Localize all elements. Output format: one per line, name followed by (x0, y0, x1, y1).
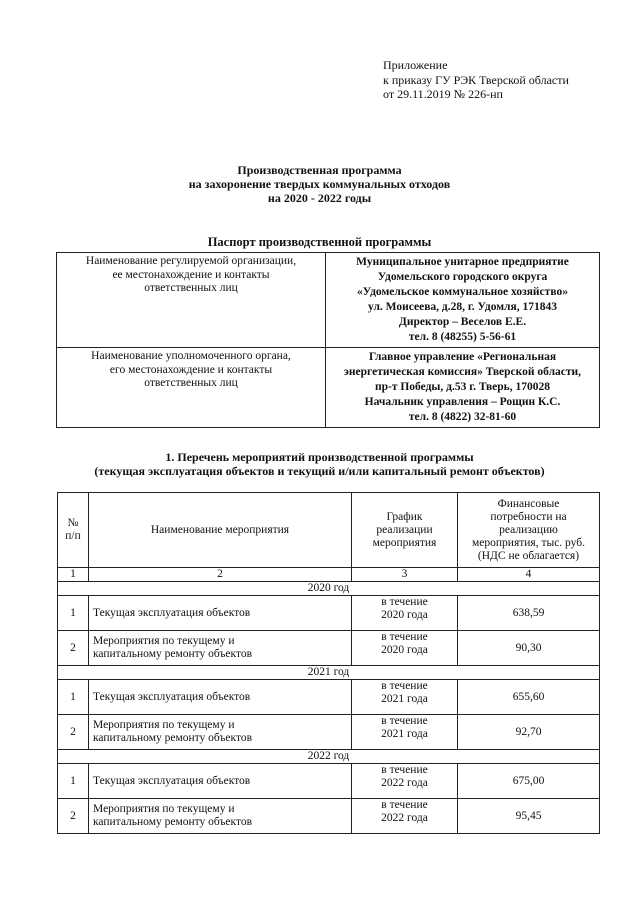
row-num: 1 (58, 680, 89, 715)
text-line: 2022 года (381, 777, 428, 789)
section-subtitle: (текущая эксплуатация объектов и текущий и/или капитальный ремонт объектов) (94, 464, 545, 478)
text-line: в течение (381, 764, 428, 776)
text-line: Мероприятия по текущему и (93, 803, 235, 815)
appendix-line: от 29.11.2019 № 226-нп (383, 87, 503, 101)
text-line: тел. 8 (4822) 32-81-60 (408, 411, 517, 423)
text-line: ответственных лиц (144, 282, 238, 294)
text-line: в течение (381, 631, 428, 643)
passport-label (57, 348, 326, 428)
text-line: Текущая эксплуатация объектов (93, 774, 251, 787)
title-line: Производственная программа (237, 163, 402, 177)
text-line: № (67, 517, 79, 529)
title-line: на захоронение твердых коммунальных отходов (188, 177, 451, 191)
table-row (58, 715, 600, 750)
row-schedule (352, 799, 458, 834)
row-num: 2 (58, 631, 89, 666)
passport-label (57, 253, 326, 348)
text-line: Наименование уполномоченного органа, (91, 350, 291, 362)
appendix-note (383, 58, 569, 102)
text-line: энергетическая комиссия» Тверской области, (343, 366, 582, 378)
passport-table (56, 252, 600, 428)
section-heading (0, 450, 639, 478)
table-header-row (58, 493, 600, 568)
row-name (89, 631, 352, 666)
text-line: 2020 года (381, 609, 428, 621)
text-line: Текущая эксплуатация объектов (93, 690, 251, 703)
text-line: его местонахождение и контакты (109, 363, 273, 376)
table-row (58, 631, 600, 666)
passport-row (57, 253, 600, 348)
text-line: тел. 8 (48255) 5-56-61 (408, 331, 517, 343)
row-amount: 675,00 (458, 764, 600, 799)
activities-table (57, 492, 600, 834)
header-name (89, 493, 352, 568)
text-line: Наименование мероприятия (150, 523, 290, 536)
text-line: пр-т Победы, д.53 г. Тверь, 170028 (374, 381, 551, 393)
year-row (58, 666, 600, 680)
row-schedule (352, 631, 458, 666)
year-label: 2022 год (58, 750, 600, 764)
row-name (89, 596, 352, 631)
row-name (89, 764, 352, 799)
row-amount: 95,45 (458, 799, 600, 834)
row-amount: 655,60 (458, 680, 600, 715)
header-schedule (352, 493, 458, 568)
text-line: ул. Моисеева, д.28, г. Удомля, 171843 (368, 301, 557, 313)
row-num: 2 (58, 799, 89, 834)
text-line: ответственных лиц (144, 377, 238, 389)
text-line: 2021 года (381, 693, 428, 705)
text-line: График (386, 510, 423, 523)
row-schedule (352, 715, 458, 750)
text-line: в течение (381, 596, 428, 608)
table-row (58, 799, 600, 834)
passport-row (57, 348, 600, 428)
text-line: п/п (65, 530, 81, 542)
text-line: реализацию (499, 523, 558, 536)
row-amount: 638,59 (458, 596, 600, 631)
text-line: капитальному ремонту объектов (93, 816, 253, 828)
table-row (58, 764, 600, 799)
text-line: реализации (376, 523, 433, 536)
row-schedule (352, 680, 458, 715)
appendix-line: Приложение (383, 58, 448, 72)
text-line: капитальному ремонту объектов (93, 732, 253, 744)
text-line: Финансовые (497, 497, 560, 510)
text-line: ее местонахождение и контакты (112, 268, 270, 281)
text-line: мероприятия (372, 536, 437, 549)
passport-heading: Паспорт производственной программы (207, 235, 432, 249)
header-num (58, 493, 89, 568)
text-line: Муниципальное унитарное предприятие (356, 256, 569, 268)
document-title (0, 163, 639, 205)
text-line: 2020 года (381, 644, 428, 656)
year-row (58, 582, 600, 596)
year-label: 2021 год (58, 666, 600, 680)
text-line: Главное управление «Региональная (368, 351, 557, 363)
row-num: 2 (58, 715, 89, 750)
column-number: 3 (352, 568, 458, 582)
row-name (89, 799, 352, 834)
text-line: Мероприятия по текущему и (93, 719, 235, 731)
text-line: мероприятия, тыс. руб. (472, 536, 585, 549)
text-line: 2021 года (381, 728, 428, 740)
column-number: 1 (58, 568, 89, 582)
table-row (58, 596, 600, 631)
text-line: в течение (381, 680, 428, 692)
text-line: Начальник управления – Рощин К.С. (364, 396, 561, 408)
text-line: Директор – Веселов Е.Е. (398, 316, 527, 328)
section-title: 1. Перечень мероприятий производственной программы (165, 450, 474, 464)
text-line: Наименование регулируемой организации, (85, 255, 297, 267)
row-amount: 90,30 (458, 631, 600, 666)
text-line: 2022 года (381, 812, 428, 824)
row-schedule (352, 764, 458, 799)
row-amount: 92,70 (458, 715, 600, 750)
row-schedule (352, 596, 458, 631)
text-line: «Удомельское коммунальное хозяйство» (357, 286, 568, 298)
text-line: капитальному ремонту объектов (93, 648, 253, 660)
year-label: 2020 год (58, 582, 600, 596)
text-line: (НДС не облагается) (477, 549, 580, 562)
column-number: 4 (458, 568, 600, 582)
header-finance (458, 493, 600, 568)
table-row (58, 680, 600, 715)
appendix-line: к приказу ГУ РЭК Тверской области (383, 72, 569, 87)
column-number: 2 (89, 568, 352, 582)
title-line: на 2020 - 2022 годы (267, 191, 372, 205)
column-numbers-row (58, 568, 600, 582)
text-line: Удомельского городского округа (377, 271, 548, 283)
year-row (58, 750, 600, 764)
row-name (89, 680, 352, 715)
text-line: Мероприятия по текущему и (93, 635, 235, 647)
row-name (89, 715, 352, 750)
row-num: 1 (58, 764, 89, 799)
text-line: в течение (381, 715, 428, 727)
text-line: Текущая эксплуатация объектов (93, 606, 251, 619)
passport-value (326, 253, 600, 348)
passport-value (326, 348, 600, 428)
text-line: потребности на (490, 510, 567, 523)
row-num: 1 (58, 596, 89, 631)
text-line: в течение (381, 799, 428, 811)
